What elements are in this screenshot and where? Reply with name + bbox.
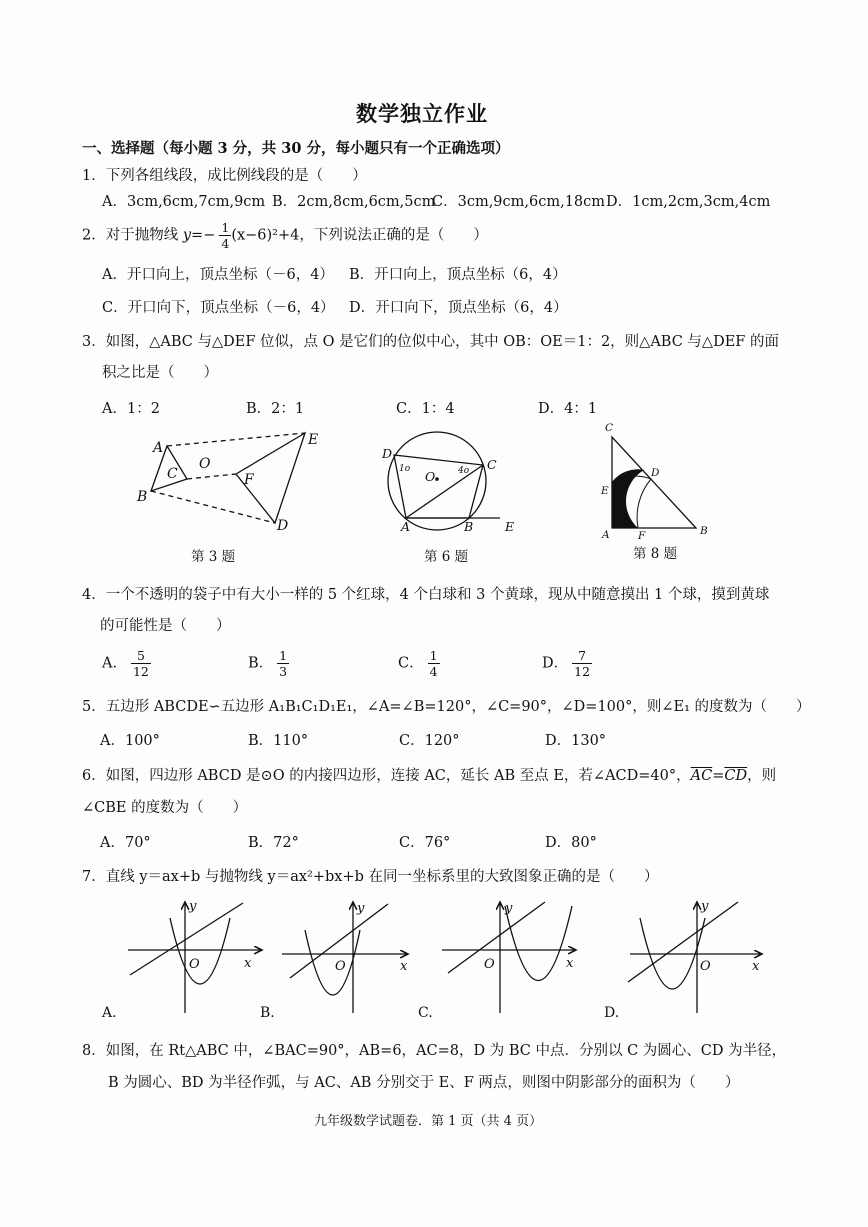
fig6-label-e: E bbox=[505, 519, 515, 534]
q7c-label-x: x bbox=[566, 956, 574, 971]
q5-option-a: A．100° bbox=[100, 733, 160, 749]
fig3-label-b: B bbox=[137, 489, 148, 505]
q7b-label-y: y bbox=[357, 901, 365, 916]
q3-option-c: C．1：4 bbox=[396, 401, 455, 417]
q7b-label-x: x bbox=[400, 959, 408, 974]
q6-option-d: D．80° bbox=[545, 835, 597, 851]
fig3-dash-bd bbox=[151, 491, 275, 523]
q2-option-b: B．开口向上，顶点坐标（6，4） bbox=[349, 267, 567, 283]
q7-option-c: C. bbox=[418, 1005, 433, 1021]
q7-graphs bbox=[0, 890, 868, 1030]
fig8-label-c: C bbox=[605, 422, 614, 434]
page-title: 数学独立作业 bbox=[356, 101, 488, 126]
q7b-label-o: O bbox=[335, 959, 346, 974]
q2-expr: (x−6)²+4 bbox=[231, 227, 300, 244]
q7b-parabola bbox=[305, 930, 360, 995]
q4-d-den: 12 bbox=[574, 664, 591, 679]
fig3-label-c: C bbox=[167, 466, 178, 482]
q6-line2: ∠CBE 的度数为（ ） bbox=[82, 800, 248, 816]
q7a-label-x: x bbox=[244, 956, 252, 971]
q2-frac-den: 4 bbox=[221, 236, 230, 251]
q4-b-label: B． bbox=[248, 655, 274, 672]
q3-option-a: A．1：2 bbox=[102, 401, 160, 417]
q7d-line bbox=[628, 902, 738, 982]
fig6-label-o: O. bbox=[425, 469, 439, 484]
fig3-dash-cf bbox=[187, 474, 236, 479]
q6-line1-text: 6．如图，四边形 ABCD 是⊙O 的内接四边形，连接 AC，延长 AB 至点 E，若∠ACD=40°， bbox=[82, 768, 691, 784]
q2-option-d: D．开口向下，顶点坐标（6，4） bbox=[349, 300, 568, 316]
q2-option-c: C．开口向下，顶点坐标（－6，4） bbox=[102, 300, 335, 316]
q6-option-c: C．76° bbox=[399, 835, 451, 851]
fig8-label-d: D bbox=[651, 467, 660, 479]
q8-line1: 8．如图，在 Rt△ABC 中，∠BAC=90°，AB=6，AC=8，D 为 BC 中点．分别以 C 为圆心、CD 为半径， bbox=[82, 1043, 787, 1059]
q7c-parabola bbox=[505, 906, 572, 981]
fig6-label-4: 4o bbox=[458, 466, 470, 476]
q4-d-fraction bbox=[572, 648, 592, 679]
q4-line2: 的可能性是（ ） bbox=[100, 618, 231, 634]
q4-d-num: 7 bbox=[572, 648, 592, 664]
q7-stem: 7．直线 y＝ax+b 与抛物线 y＝ax²+bx+b 在同一坐标系里的大致图象正确的是（ ） bbox=[82, 869, 659, 885]
q8-line2: B 为圆心、BD 为半径作弧，与 AC、AB 分别交于 E、F 两点，则图中阴影部分的面积为（ ） bbox=[108, 1075, 740, 1091]
q6-option-a: A．70° bbox=[100, 835, 151, 851]
q1-stem: 1．下列各组线段，成比例线段的是（ ） bbox=[82, 168, 367, 184]
section-heading: 一、选择题（每小题 3 分，共 30 分，每小题只有一个正确选项） bbox=[82, 140, 510, 157]
q2-option-a: A．开口向上，顶点坐标（－6，4） bbox=[102, 267, 334, 283]
q2-number: 2． bbox=[82, 227, 106, 244]
fig6-caption: 第 6 题 bbox=[424, 549, 469, 565]
q4-option-a bbox=[102, 648, 151, 679]
q4-a-fraction bbox=[131, 648, 151, 679]
q4-b-num: 1 bbox=[279, 648, 288, 663]
q4-option-b bbox=[248, 648, 289, 679]
q7a-label-o: O bbox=[189, 957, 200, 972]
q2-frac-num: 1 bbox=[221, 220, 230, 235]
figure-row bbox=[0, 0, 868, 580]
fig3-label-e: E bbox=[308, 432, 319, 448]
q1-option-d: D．1cm,2cm,3cm,4cm bbox=[606, 194, 771, 210]
q4-d-label: D． bbox=[542, 655, 569, 672]
fig3-label-d: D bbox=[277, 518, 289, 534]
q7-option-b: B. bbox=[260, 1005, 275, 1021]
fig3-label-a: A bbox=[153, 440, 164, 456]
page-footer: 九年级数学试题卷．第 1 页（共 4 页） bbox=[314, 1114, 543, 1129]
fig8-label-b: B bbox=[700, 525, 708, 537]
fig8-label-e: E bbox=[601, 485, 609, 497]
q2-post: ，下列说法正确的是（ ） bbox=[299, 227, 488, 244]
q6-arc-ac: $\overline{AC}$ bbox=[690, 768, 713, 784]
q7-option-d: D. bbox=[604, 1005, 620, 1021]
q7c-line bbox=[448, 902, 545, 973]
q7a-line bbox=[130, 903, 243, 975]
q4-b-fraction bbox=[277, 648, 289, 679]
q7d-label-y: y bbox=[701, 899, 709, 914]
q4-c-num: 1 bbox=[429, 648, 438, 663]
fig6-diagram bbox=[388, 432, 500, 530]
fig3-caption: 第 3 题 bbox=[191, 549, 236, 565]
q5-option-b: B．110° bbox=[248, 733, 309, 749]
q4-b-den: 3 bbox=[279, 664, 288, 679]
q7-option-a: A. bbox=[102, 1005, 117, 1021]
q3-option-d: D．4：1 bbox=[538, 401, 598, 417]
q3-option-b: B．2：1 bbox=[246, 401, 305, 417]
q7a-label-y: y bbox=[189, 899, 197, 914]
fig6-label-b: B bbox=[464, 519, 474, 534]
q4-a-num: 5 bbox=[131, 648, 151, 664]
fig8-label-a: A bbox=[602, 529, 610, 541]
q2-eq: =− bbox=[191, 227, 216, 244]
q6-option-b: B．72° bbox=[248, 835, 299, 851]
fig8-shaded-region bbox=[612, 469, 644, 528]
q4-c-fraction bbox=[428, 648, 440, 679]
fig8-label-f: F bbox=[638, 530, 646, 542]
fig8-arc-b bbox=[637, 479, 651, 528]
q4-option-d bbox=[542, 648, 592, 679]
q4-line1: 4．一个不透明的袋子中有大小一样的 5 个红球，4 个白球和 3 个黄球，现从中随意摸出 1 个球，摸到黄球 bbox=[82, 587, 770, 603]
q6-arc-cd: $\overline{CD}$ bbox=[724, 768, 748, 784]
q5-option-c: C．120° bbox=[399, 733, 460, 749]
q3-line2: 积之比是（ ） bbox=[102, 365, 218, 381]
q7-graph-c bbox=[442, 902, 576, 1013]
q4-a-den: 12 bbox=[132, 664, 149, 679]
q2-pre: 对于抛物线 bbox=[105, 227, 183, 244]
fig6-label-1: 1o bbox=[399, 464, 411, 474]
q7-graph-d bbox=[628, 902, 762, 1013]
fig3-dash-ae bbox=[167, 433, 305, 446]
fig8-caption: 第 8 题 bbox=[633, 546, 678, 562]
q4-c-den: 4 bbox=[429, 664, 438, 679]
q5-stem: 5．五边形 ABCDE∽五边形 A₁B₁C₁D₁E₁，∠A=∠B=120°，∠C=90°，∠D=100°，则∠E₁ 的度数为（ ） bbox=[82, 699, 811, 715]
q6-eqsign: = bbox=[712, 768, 725, 784]
q3-line1: 3．如图，△ABC 与△DEF 位似，点 O 是它们的位似中心，其中 OB：OE＝1：2，则△ABC 与△DEF 的面 bbox=[82, 334, 779, 350]
q6-line1-end: ，则 bbox=[747, 768, 777, 784]
fig3-label-f: F bbox=[244, 472, 254, 488]
fig8-diagram bbox=[612, 437, 696, 528]
q7c-label-o: O bbox=[484, 957, 495, 972]
fig6-label-d: D bbox=[382, 446, 393, 461]
q7d-label-o: O bbox=[700, 959, 711, 974]
q1-option-c: C．3cm,9cm,6cm,18cm bbox=[432, 194, 606, 210]
q7d-label-x: x bbox=[752, 959, 760, 974]
q6-line1 bbox=[82, 764, 776, 785]
q7c-label-y: y bbox=[505, 901, 513, 916]
q1-option-a: A．3cm,6cm,7cm,9cm bbox=[102, 194, 266, 210]
q7-graph-b bbox=[282, 902, 408, 1013]
fig3-label-o: O bbox=[199, 456, 211, 472]
fig6-label-c: C bbox=[487, 457, 497, 472]
q4-option-c bbox=[398, 648, 440, 679]
q2-y: y bbox=[182, 227, 192, 244]
q7a-parabola bbox=[170, 918, 230, 984]
q4-a-label: A． bbox=[102, 655, 127, 672]
q4-c-label: C． bbox=[398, 655, 424, 672]
q1-option-b: B．2cm,8cm,6cm,5cm bbox=[272, 194, 436, 210]
q5-option-d: D．130° bbox=[545, 733, 607, 749]
fig6-label-a: A bbox=[401, 519, 411, 534]
